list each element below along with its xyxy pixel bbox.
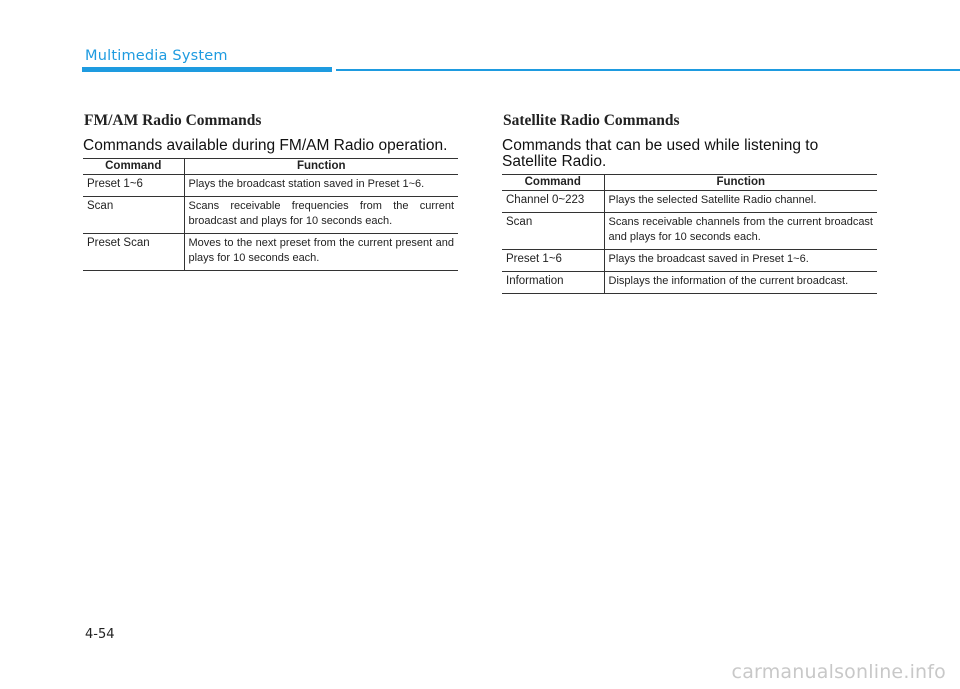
command-cell: Preset Scan	[83, 234, 184, 271]
table-row	[83, 175, 458, 197]
function-cell: Plays the broadcast saved in Preset 1~6.	[604, 250, 877, 272]
table-row	[502, 272, 877, 294]
command-cell: Preset 1~6	[83, 175, 184, 197]
fm-am-description: Commands available during FM/AM Radio operation.	[83, 137, 448, 154]
column-header-command: Command	[502, 175, 604, 191]
table-header-row	[83, 159, 458, 175]
function-cell: Moves to the next preset from the current present and plays for 10 seconds each.	[184, 234, 458, 271]
table-row	[502, 191, 877, 213]
fm-am-heading: FM/AM Radio Commands	[84, 112, 262, 129]
function-cell: Scans receivable channels from the current broadcast and plays for 10 seconds each.	[604, 213, 877, 250]
function-cell: Scans receivable frequencies from the current broadcast and plays for 10 seconds each.	[184, 197, 458, 234]
column-header-command: Command	[83, 159, 184, 175]
table-row	[83, 234, 458, 271]
function-cell: Plays the broadcast station saved in Preset 1~6.	[184, 175, 458, 197]
page-number: 4-54	[85, 627, 115, 642]
satellite-command-table	[502, 174, 877, 294]
command-cell: Scan	[83, 197, 184, 234]
command-cell: Scan	[502, 213, 604, 250]
header-rule-thick	[82, 67, 332, 72]
table-header-row	[502, 175, 877, 191]
fm-am-section	[83, 112, 458, 271]
table-row	[502, 213, 877, 250]
satellite-description: Commands that can be used while listening to Satellite Radio.	[502, 137, 819, 170]
section-header-title: Multimedia System	[85, 48, 228, 64]
watermark: carmanualsonline.info	[731, 661, 946, 683]
command-cell: Information	[502, 272, 604, 294]
column-header-function: Function	[184, 159, 458, 175]
fm-am-command-table	[83, 158, 458, 271]
header-rule-thin	[336, 69, 960, 71]
table-row	[83, 197, 458, 234]
command-cell: Preset 1~6	[502, 250, 604, 272]
function-cell: Plays the selected Satellite Radio channel.	[604, 191, 877, 213]
satellite-heading: Satellite Radio Commands	[503, 112, 680, 129]
satellite-radio-section	[502, 112, 877, 294]
table-row	[502, 250, 877, 272]
command-cell: Channel 0~223	[502, 191, 604, 213]
column-header-function: Function	[604, 175, 877, 191]
function-cell: Displays the information of the current broadcast.	[604, 272, 877, 294]
